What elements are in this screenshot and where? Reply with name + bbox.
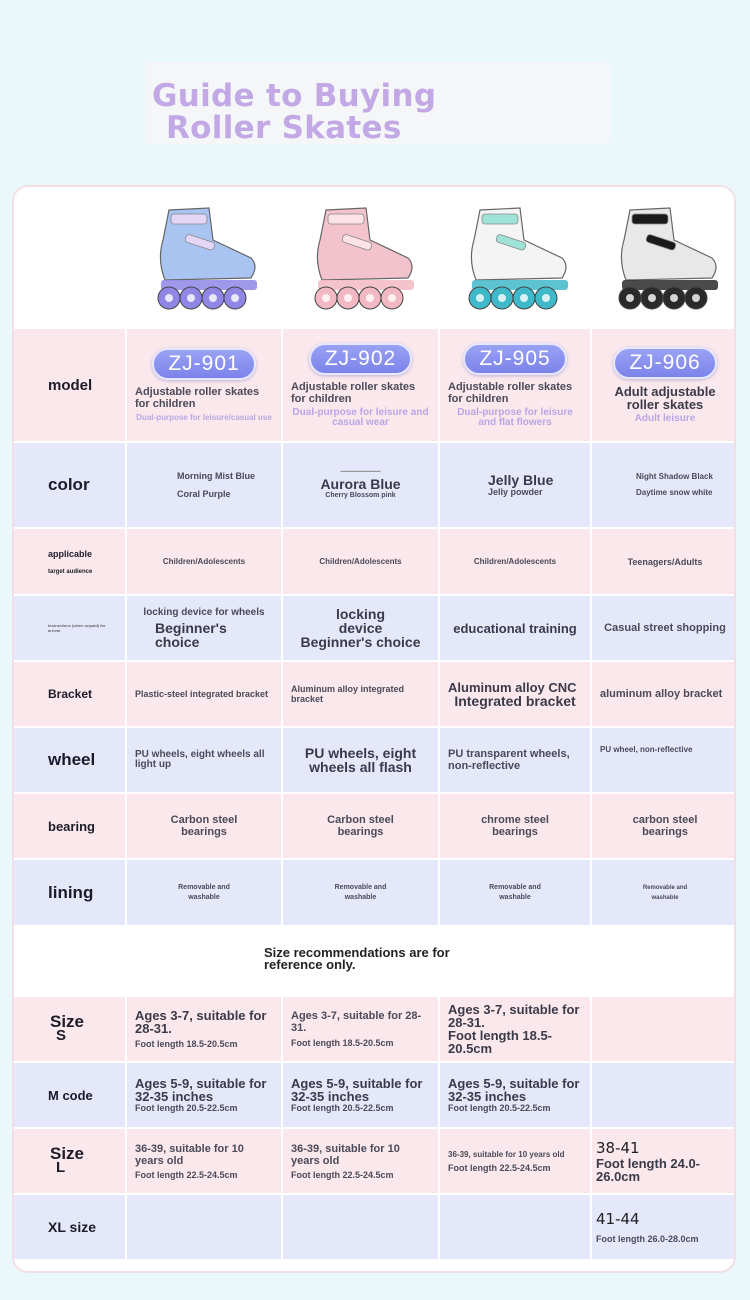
size-cell: Ages 5-9, suitable for 32-35 inches Foot length 20.5-22.5cm xyxy=(283,1063,438,1127)
skate-wheel-hub xyxy=(476,294,484,302)
bearing-cell: chrome steel bearings xyxy=(440,794,590,858)
skate-black-white-icon xyxy=(600,200,730,315)
wheel-row xyxy=(14,728,736,792)
model-badge: ZJ-905 xyxy=(463,343,566,375)
model-desc: Adjustable roller skates for children xyxy=(291,380,416,405)
feature-cell: Casual street shopping xyxy=(592,596,736,660)
row-label-audience: applicable target audience xyxy=(14,529,125,594)
lining-cell: Removable and washable xyxy=(127,860,281,925)
audience-row xyxy=(14,529,736,594)
row-label-feature: Instructions (when unpaid) for arrival xyxy=(14,596,125,660)
skate-blue-purple-icon xyxy=(139,200,269,315)
bearing-cell: Carbon steel bearings xyxy=(127,794,281,858)
size-cell-empty xyxy=(283,1195,438,1259)
skate-wheel-hub xyxy=(498,294,506,302)
row-label-model: model xyxy=(14,329,125,441)
size-l-row xyxy=(14,1129,736,1193)
audience-cell: Children/Adolescents xyxy=(127,529,281,594)
product-image-902 xyxy=(283,187,438,327)
row-label-lining: lining xyxy=(14,860,125,925)
feature-cell: locking device Beginner's choice xyxy=(283,596,438,660)
product-image-905 xyxy=(440,187,590,327)
model-cell xyxy=(127,329,281,441)
skate-wheel-hub xyxy=(692,294,700,302)
skate-wheel-hub xyxy=(322,294,330,302)
bracket-cell: Aluminum alloy integrated bracket xyxy=(283,662,438,726)
bearing-cell: carbon steel bearings xyxy=(592,794,736,858)
row-label-size-s: Size S xyxy=(14,997,125,1061)
model-cell xyxy=(440,329,590,441)
model-sub: Dual-purpose for leisure and flat flowers xyxy=(457,406,573,428)
lining-cell: Removable and washable xyxy=(592,860,736,925)
skate-wheel-hub xyxy=(542,294,550,302)
row-label-wheel: wheel xyxy=(14,728,125,792)
lining-cell: Removable and washable xyxy=(283,860,438,925)
skate-pink-icon xyxy=(296,200,426,315)
skate-cuff-strap xyxy=(171,214,207,224)
title-line-2: Roller Skates xyxy=(166,110,402,146)
size-cell-empty xyxy=(127,1195,281,1259)
feature-row xyxy=(14,596,736,660)
lining-cell: Removable and washable xyxy=(440,860,590,925)
bracket-cell: Aluminum alloy CNC Integrated bracket xyxy=(440,662,590,726)
size-cell: 38-41 Foot length 24.0-26.0cm xyxy=(592,1129,736,1193)
skate-wheel-hub xyxy=(344,294,352,302)
product-image-901 xyxy=(127,187,281,327)
skate-wheel-hub xyxy=(670,294,678,302)
model-row xyxy=(14,329,736,441)
model-desc: Adult adjustable roller skates xyxy=(614,383,716,412)
size-note: Size recommendations are for reference only. xyxy=(264,945,450,972)
size-s-row xyxy=(14,997,736,1061)
model-desc: Adjustable roller skates for children xyxy=(135,386,260,410)
row-label-size-m: M code xyxy=(14,1063,125,1127)
model-sub: Adult leisure xyxy=(634,412,696,424)
size-cell-empty xyxy=(592,1063,736,1127)
size-cell-empty xyxy=(592,997,736,1061)
color-cell: ▬▬▬▬▬▬▬▬▬▬ Aurora Blue Cherry Blossom pink xyxy=(283,443,438,527)
size-cell: Ages 5-9, suitable for 32-35 inches Foot length 20.5-22.5cm xyxy=(127,1063,281,1127)
lining-row xyxy=(14,860,736,925)
skate-wheel-hub xyxy=(165,294,173,302)
skate-wheel-hub xyxy=(209,294,217,302)
bracket-cell: aluminum alloy bracket xyxy=(592,662,736,726)
size-cell: 36-39, suitable for 10 years old Foot length 22.5-24.5cm xyxy=(440,1129,590,1193)
size-xl-row xyxy=(14,1195,736,1259)
wheel-cell: PU transparent wheels, non-reflective xyxy=(440,728,590,792)
feature-cell: locking device for wheels Beginner's choice xyxy=(127,596,281,660)
size-cell: Ages 3-7, suitable for 28-31. Foot length 18.5-20.5cm xyxy=(440,997,590,1061)
skate-wheel-hub xyxy=(366,294,374,302)
product-image-906 xyxy=(592,187,736,327)
skate-cuff-strap xyxy=(328,214,364,224)
color-cell: Night Shadow Black Daytime snow white xyxy=(592,443,736,527)
size-m-row xyxy=(14,1063,736,1127)
skate-wheel-hub xyxy=(648,294,656,302)
skate-cuff-strap xyxy=(482,214,518,224)
size-note-row xyxy=(14,927,736,995)
bracket-cell: Plastic-steel integrated bracket xyxy=(127,662,281,726)
audience-cell: Children/Adolescents xyxy=(283,529,438,594)
row-label-bracket: Bracket xyxy=(14,662,125,726)
skate-wheel-hub xyxy=(520,294,528,302)
title-line-1: Guide to Buying xyxy=(152,78,437,114)
feature-cell: educational training xyxy=(440,596,590,660)
wheel-cell: PU wheels, eight wheels all light up xyxy=(127,728,281,792)
bearing-cell: Carbon steel bearings xyxy=(283,794,438,858)
skate-wheel-hub xyxy=(231,294,239,302)
wheel-cell: PU wheel, non-reflective xyxy=(592,728,736,792)
row-label-bearing: bearing xyxy=(14,794,125,858)
skate-wheel-hub xyxy=(388,294,396,302)
size-cell: Ages 3-7, suitable for 28-31. Foot length 18.5-20.5cm xyxy=(283,997,438,1061)
model-badge: ZJ-902 xyxy=(309,343,412,375)
skate-white-teal-icon xyxy=(450,200,580,315)
skate-wheel-hub xyxy=(626,294,634,302)
model-sub: Dual-purpose for leisure/casual use xyxy=(136,413,272,422)
size-cell: 36-39, suitable for 10 years old Foot length 22.5-24.5cm xyxy=(283,1129,438,1193)
model-badge: ZJ-906 xyxy=(613,347,716,379)
size-cell: Ages 5-9, suitable for 32-35 inches Foot length 20.5-22.5cm xyxy=(440,1063,590,1127)
model-desc: Adjustable roller skates for children xyxy=(448,380,573,405)
color-cell: Jelly Blue Jelly powder xyxy=(440,443,590,527)
comparison-table xyxy=(12,185,736,1273)
color-row xyxy=(14,443,736,527)
page-title xyxy=(152,80,436,144)
row-label-size-l: Size L xyxy=(14,1129,125,1193)
bracket-row xyxy=(14,662,736,726)
model-sub: Dual-purpose for leisure and casual wear xyxy=(292,406,429,428)
skate-cuff-strap xyxy=(632,214,668,224)
bearing-row xyxy=(14,794,736,858)
row-label-color: color xyxy=(14,443,125,527)
model-cell xyxy=(283,329,438,441)
product-image-row xyxy=(14,187,736,327)
model-cell xyxy=(592,329,736,441)
size-cell: 41-44 Foot length 26.0-28.0cm xyxy=(592,1195,736,1259)
model-badge: ZJ-901 xyxy=(152,348,255,380)
color-cell: Morning Mist Blue Coral Purple xyxy=(127,443,281,527)
audience-cell: Children/Adolescents xyxy=(440,529,590,594)
size-cell: Ages 3-7, suitable for 28-31. Foot length 18.5-20.5cm xyxy=(127,997,281,1061)
wheel-cell: PU wheels, eight wheels all flash xyxy=(283,728,438,792)
audience-cell: Teenagers/Adults xyxy=(592,529,736,594)
size-cell-empty xyxy=(440,1195,590,1259)
row-label-size-xl: XL size xyxy=(14,1195,125,1259)
size-cell: 36-39, suitable for 10 years old Foot length 22.5-24.5cm xyxy=(127,1129,281,1193)
skate-wheel-hub xyxy=(187,294,195,302)
